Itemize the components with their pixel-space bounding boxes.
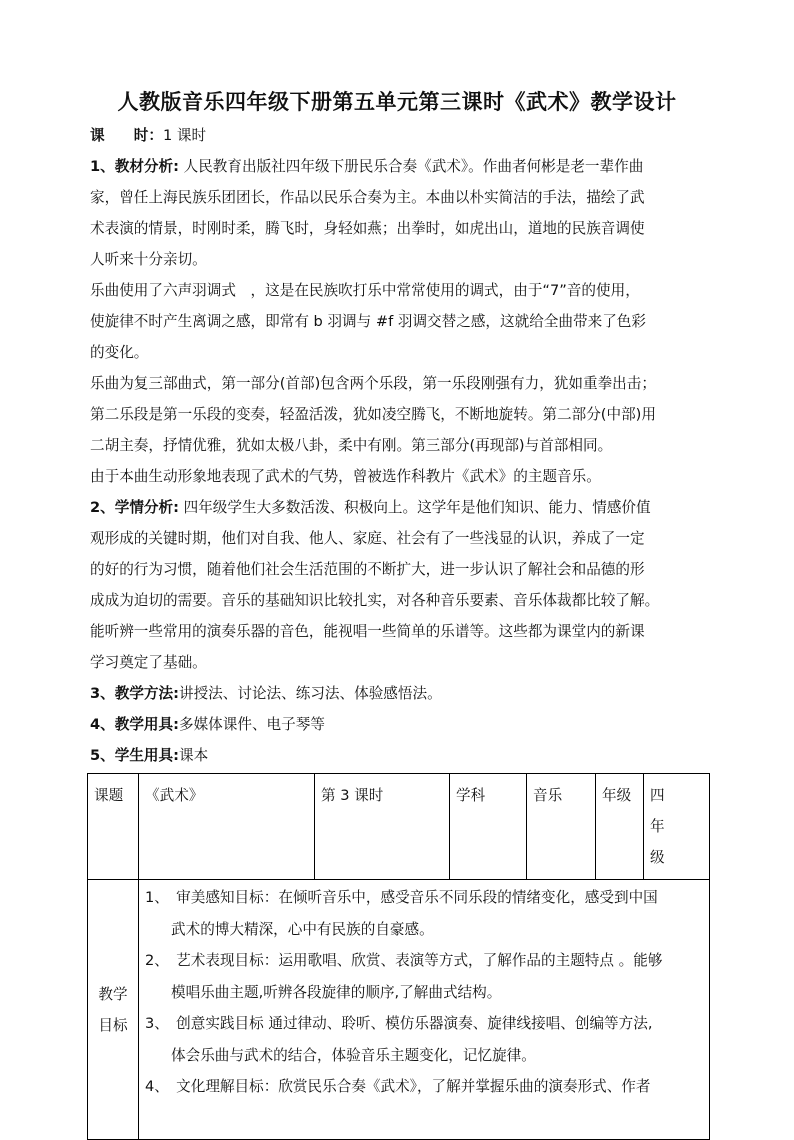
lesson-cell xyxy=(315,774,450,880)
section-1-label: 1、教材分析: xyxy=(90,158,179,175)
paragraph-3-line-1: 乐曲为复三部曲式，第一部分(首部)包含两个乐段，第一乐段刚强有力，犹如重拳出击； xyxy=(90,375,656,392)
grade-label-cell xyxy=(596,774,644,880)
lesson-time-label: 课 时： xyxy=(90,127,163,144)
section-2-line-6: 学习奠定了基础。 xyxy=(90,654,207,671)
goals-label-line-1: 教学 xyxy=(98,985,128,1003)
section-1-line-2: 家，曾任上海民族乐团团长，作品以民乐合奏为主。本曲以朴实简洁的手法，描绘了武 xyxy=(90,189,645,206)
lesson-number: 第 3 课时 xyxy=(321,787,384,804)
goal-item xyxy=(145,1071,709,1103)
section-5-line xyxy=(90,746,710,766)
goal-2-line-1: 2、 艺术表现目标：运用歌唱、欣赏、表演等方式，了解作品的主题特点 。能够 xyxy=(145,952,663,969)
goals-row xyxy=(88,880,710,1140)
grade-value-cell xyxy=(644,774,710,880)
goal-4-line-1: 4、 文化理解目标：欣赏民乐合奏《武术》，了解并掌握乐曲的演奏形式、作者 xyxy=(145,1078,651,1095)
grade-value-line-2: 级 xyxy=(650,849,665,866)
section-2-line-2: 观形成的关键时期，他们对自我、他人、家庭、社会有了一些浅显的认识，养成了一定 xyxy=(90,530,645,547)
goal-3-line-2: 体会乐曲与武术的结合，体验音乐主题变化，记忆旋律。 xyxy=(171,1046,536,1064)
section-2-label: 2、学情分析: xyxy=(90,499,179,516)
paragraph-2-line-3: 的变化。 xyxy=(90,344,149,361)
section-1-text: 人民教育出版社四年级下册民乐合奏《武术》。作曲者何彬是老一辈作曲 xyxy=(178,158,644,175)
paragraph-2-line-2: 使旋律不时产生离调之感，即常有 b 羽调与 #f 羽调交替之感，这就给全曲带来了色彩 xyxy=(90,313,646,330)
paragraph-4-line-1: 由于本曲生动形象地表现了武术的气势，曾被选作科教片《武术》的主题音乐。 xyxy=(90,468,601,485)
topic-value-cell xyxy=(139,774,315,880)
subject-value-cell xyxy=(527,774,596,880)
goal-1-line-2: 武术的博大精深，心中有民族的自豪感。 xyxy=(171,920,434,938)
section-2-line-5: 能听辨一些常用的演奏乐器的音色，能视唱一些简单的乐谱等。这些都为课堂内的新课 xyxy=(90,623,645,640)
section-3-text: 讲授法、讨论法、练习法、体验感悟法。 xyxy=(178,685,442,702)
section-2-line-3: 的好的行为习惯，随着他们社会生活范围的不断扩大，进一步认识了解社会和品德的形 xyxy=(90,561,645,578)
goals-label-cell xyxy=(88,880,139,1140)
goal-item xyxy=(145,945,709,1008)
subject-label-cell xyxy=(450,774,527,880)
topic-value: 《武术》 xyxy=(145,787,204,804)
section-5-text: 课本 xyxy=(178,747,209,764)
section-1-line-3: 术表演的情景，时刚时柔，腾飞时，身轻如燕；出拳时，如虎出山，道地的民族音调使 xyxy=(90,220,645,237)
paragraph-2-line-1: 乐曲使用了六声羽调式 ，这是在民族吹打乐中常常使用的调式，由于“7”音的使用， xyxy=(90,282,640,299)
subject-label: 学科 xyxy=(456,787,486,804)
goal-3-line-1: 3、 创意实践目标 通过律动、聆听、模仿乐器演奏、旋律线接唱、创编等方法, xyxy=(145,1015,653,1032)
goal-2-line-2: 模唱乐曲主题,听辨各段旋律的顺序,了解曲式结构。 xyxy=(171,983,502,1001)
topic-label-cell xyxy=(88,774,139,880)
section-4-text: 多媒体课件、电子琴等 xyxy=(178,716,325,733)
section-2-line-4: 成成为迫切的需要。音乐的基础知识比较扎实，对各种音乐要素、音乐体裁都比较了解。 xyxy=(90,592,660,609)
section-3-label: 3、教学方法: xyxy=(90,685,179,702)
goal-1-line-1: 1、 审美感知目标：在倾听音乐中，感受音乐不同乐段的情绪变化，感受到中国 xyxy=(145,889,658,906)
goals-label-line-2: 目标 xyxy=(98,1016,128,1034)
section-4-label: 4、教学用具: xyxy=(90,716,179,733)
goal-item xyxy=(145,882,709,945)
lesson-time-value: 1 课时 xyxy=(162,127,207,144)
section-4-line xyxy=(90,715,710,735)
document-title: 人教版音乐四年级下册第五单元第三课时《武术》教学设计 xyxy=(117,90,677,114)
grade-label: 年级 xyxy=(602,787,632,804)
subject-value: 音乐 xyxy=(533,787,563,804)
topic-label: 课题 xyxy=(94,787,124,804)
paragraph-3-line-3: 二胡主奏，抒情优雅，犹如太极八卦，柔中有刚。第三部分(再现部)与首部相同。 xyxy=(90,437,613,454)
section-2-line-1 xyxy=(90,498,710,518)
section-1-line-4: 人听来十分亲切。 xyxy=(90,251,207,268)
goals-content-cell xyxy=(139,880,710,1140)
goal-item xyxy=(145,1008,709,1071)
grade-value-line-1: 四 年 xyxy=(650,787,694,835)
section-1-line-1 xyxy=(90,157,710,177)
lesson-info-table xyxy=(87,773,710,1140)
lesson-time-line xyxy=(90,126,710,146)
section-5-label: 5、学生用具: xyxy=(90,747,179,764)
section-2-text: 四年级学生大多数活泼、积极向上。这学年是他们知识、能力、情感价值 xyxy=(178,499,651,516)
paragraph-3-line-2: 第二乐段是第一乐段的变奏，轻盈活泼，犹如凌空腾飞，不断地旋转。第二部分(中部)用 xyxy=(90,406,656,423)
table-header-row xyxy=(88,774,710,880)
section-3-line xyxy=(90,684,710,704)
